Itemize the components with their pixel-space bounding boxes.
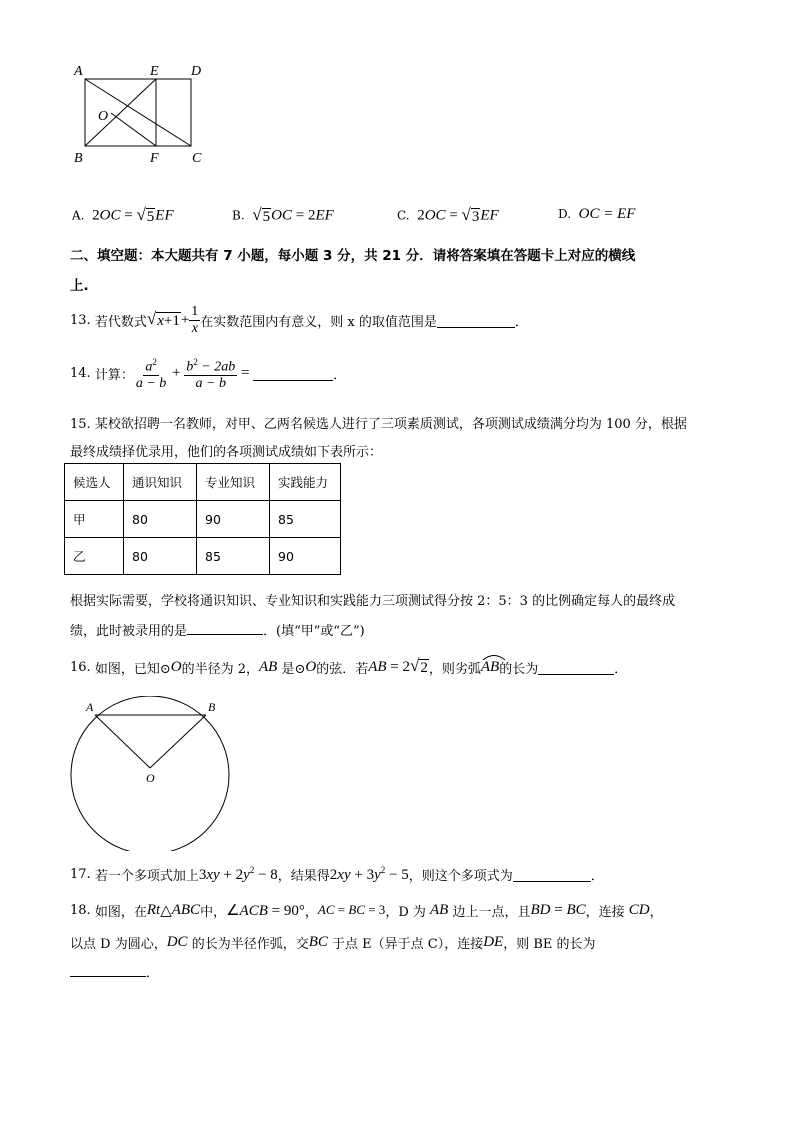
answer-blank-16[interactable] [538,660,614,675]
label-o: O [146,771,155,785]
table-header-cell: 候选人 [65,464,124,501]
sqrt-symbol: √ 5 [252,205,271,225]
question-18-cont: 以点 D 为圆心， DC 的长为半径作弧，交 BC 于点 E（异于点 C），连接 DE ，则 BE 的长为 [70,933,596,952]
question-14: 14. 计算： $\frac{a^2}{a - b}$ + $\frac{b^2 - 2ab}{a - b}$ = ． [70,354,346,392]
question-18-answer: ． [70,962,159,981]
answer-blank-18[interactable] [70,962,146,977]
sqrt-symbol: √ 5 [136,205,155,225]
sqrt-symbol: √ x+1 [146,309,180,329]
circle-figure [70,696,240,851]
question-18: 18. 如图，在 Rt △ ABC 中， ∠ACB = 90° ， AC = BC = 3 ，D 为 AB 边上一点，且 BD = BC ，连接 CD ， [70,901,663,920]
table-cell: 90 [270,538,341,575]
table-cell: 甲 [65,501,124,538]
question-17: 17. 若一个多项式加上 $3xy + 2y^2 - 8$ ，结果得 $2xy + 3y^2 - 5$ ，则这个多项式为 ． [70,864,604,884]
choice-d[interactable]: D. OC = EF [558,206,636,222]
label-a: A [86,700,94,714]
radius-ob [150,715,206,768]
answer-blank-17[interactable] [513,867,591,882]
radius-oa [95,715,150,768]
table-cell: 90 [197,501,270,538]
label-a: A [74,64,83,79]
label-f: F [150,151,159,166]
segment-be [85,79,156,146]
table-cell: 80 [124,538,197,575]
choice-a[interactable]: A. 2OC = √ 5 EF [72,205,174,225]
table-header-cell: 专业知识 [197,464,270,501]
table-cell: 80 [124,501,197,538]
fraction-b2-2ab-over-a-b: $\frac{b^2 - 2ab}{a - b}$ [184,354,237,393]
sqrt-symbol: √ 3 [461,205,480,225]
table-row [65,538,341,575]
question-15-cont: 最终成绩择优录用，他们的各项测试成绩如下表所示： [70,445,383,460]
segment-of [111,113,156,146]
table-row [65,501,341,538]
question-13: 13. 若代数式 √ x+1 + $\frac{1}{x}$ 在实数范围内有意义，则 x 的取值范围是 ． [70,303,528,336]
question-16: 16. 如图，已知⊙ O 的半径为 2， AB 是⊙ O 的弦．若 AB = 2 √ 2 ，则劣弧 AB 的长为 ． [70,656,628,677]
answer-blank-14[interactable] [253,366,333,381]
question-15-after-cont: 绩，此时被录用的是 ．(填“甲”或“乙”) [70,620,365,639]
fraction-one-over-x: $\frac{1}{x}$ [191,303,199,336]
table-cell: 乙 [65,538,124,575]
label-e: E [150,64,159,79]
scores-table [64,463,341,575]
choice-c[interactable]: C. 2OC = √ 3 EF [397,205,499,225]
section-two-title-cont: 上. [70,278,89,294]
table-cell: 85 [197,538,270,575]
section-two-title: 二、填空题：本大题共有 7 小题，每小题 3 分，共 21 分．请将答案填在答题卡上对应的横线 [70,248,636,264]
fraction-a2-over-a-b: $\frac{a^2}{a - b}$ [134,354,168,393]
label-b: B [74,151,83,166]
label-o: O [98,109,109,124]
table-header-cell: 实践能力 [270,464,341,501]
table-cell: 85 [270,501,341,538]
choice-b[interactable]: B. √ 5 OC = 2EF [232,205,334,225]
question-15: 15. 某校欲招聘一名教师，对甲、乙两名候选人进行了三项素质测试，各项测试成绩满分均为 100 分，根据 [70,417,687,432]
table-header-row [65,464,341,501]
label-d: D [191,64,202,79]
answer-blank-13[interactable] [437,313,515,328]
question-15-after: 根据实际需要，学校将通识知识、专业知识和实践能力三项测试得分按 2：5：3 的比例确定每人的最终成 [70,594,676,609]
table-header-cell: 通识知识 [124,464,197,501]
label-c: C [192,151,202,166]
answer-blank-15[interactable] [187,620,263,635]
sqrt-symbol: √ 2 [410,656,428,676]
arc-ab-symbol: AB [481,659,499,676]
rectangle-figure [70,58,210,170]
label-b: B [208,700,216,714]
